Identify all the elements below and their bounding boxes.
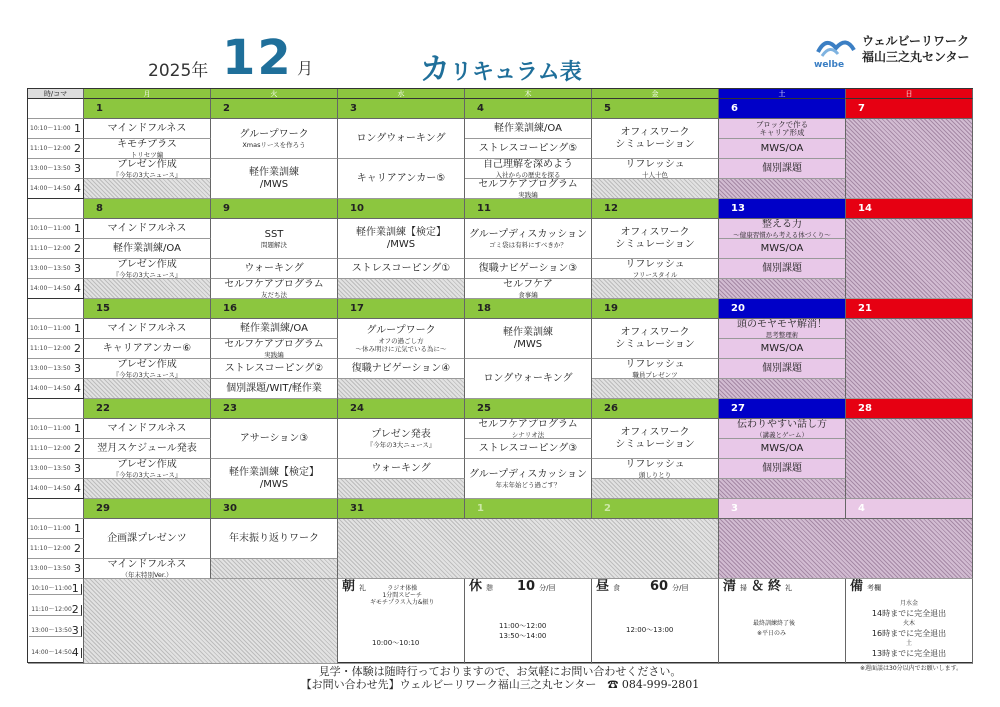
empty-cell xyxy=(84,479,211,499)
date-number: 21 xyxy=(846,299,973,319)
session-cell: グループワーク オフの過ごし方 〜休み明けに元気でいる為に〜 xyxy=(338,319,465,359)
session-cell: リフレッシュ 頭しりとり xyxy=(592,459,719,479)
date-number: 12 xyxy=(592,199,719,219)
session-cell: オフィスワーク シミュレーション xyxy=(592,219,719,259)
session-cell: 頭のモヤモヤ解消！ 思考整理術 xyxy=(719,319,846,339)
session-cell: セルフケアプログラム 実践編 xyxy=(211,339,338,359)
time-slot: 11:10〜12:00 2 xyxy=(28,439,84,459)
col-header-fri: 金 xyxy=(592,89,719,99)
session-cell: オフィスワーク シミュレーション xyxy=(592,419,719,459)
session-cell: 復職ナビゲーション③ xyxy=(465,259,592,279)
time-slot: 11:10〜12:00 2 xyxy=(28,139,84,159)
session-cell: MWS/OA xyxy=(719,439,846,459)
session-cell: プレゼン作成 『今年の3大ニュース』 xyxy=(84,359,211,379)
date-number: 22 xyxy=(84,399,211,419)
time-slot: 13:00〜13:50 3 xyxy=(28,359,84,379)
date-number: 28 xyxy=(846,399,973,419)
session-cell: 軽作業訓練/OA xyxy=(465,119,592,139)
info-biko: 備 考欄 月水金 14時までに完全退出 火木 16時までに完全退出 土 13時までに完全退出 xyxy=(846,579,973,664)
session-cell: 年末振り返りワーク xyxy=(211,519,338,559)
date-number: 14 xyxy=(846,199,973,219)
col-header-tue: 火 xyxy=(211,89,338,99)
session-cell: ロングウォーキング xyxy=(465,359,592,399)
footnote: ※週面談は30分以内でお願いします。 xyxy=(860,665,963,672)
empty-cell xyxy=(84,179,211,199)
date-number: 15 xyxy=(84,299,211,319)
date-number: 1 xyxy=(465,499,592,519)
empty-cell xyxy=(846,319,973,399)
date-number: 8 xyxy=(84,199,211,219)
session-cell: ウォーキング xyxy=(338,459,465,479)
info-chushoku: 昼 食 60 分/回 12:00〜13:00 xyxy=(592,579,719,664)
empty-cell xyxy=(719,519,973,579)
session-cell: ストレスコーピング② xyxy=(211,359,338,379)
date-number: 10 xyxy=(338,199,465,219)
session-cell: 軽作業訓練【検定】 /MWS xyxy=(211,459,338,499)
empty-cell xyxy=(846,119,973,199)
session-cell: 軽作業訓練 /MWS xyxy=(465,319,592,359)
session-cell: 復職ナビゲーション④ xyxy=(338,359,465,379)
date-number: 1 xyxy=(84,99,211,119)
date-number: 19 xyxy=(592,299,719,319)
logo-text: welbe xyxy=(814,60,845,70)
empty-cell xyxy=(592,179,719,199)
date-number: 3 xyxy=(338,99,465,119)
session-cell: SST 問題解決 xyxy=(211,219,338,259)
session-cell: 企画課プレゼンツ xyxy=(84,519,211,559)
empty-cell xyxy=(846,419,973,499)
empty-cell xyxy=(338,479,465,499)
date-number: 13 xyxy=(719,199,846,219)
info-seiso: 清 掃 ＆ 終 礼 最終訓練終了後 ※平日のみ xyxy=(719,579,846,664)
col-header-time: 時/コマ xyxy=(28,89,84,99)
time-slot: 11:10〜12:00 2 xyxy=(28,339,84,359)
session-cell: 整える力 〜健康習慣から考える体づくり〜 xyxy=(719,219,846,239)
date-number: 16 xyxy=(211,299,338,319)
month-suffix: 月 xyxy=(297,59,314,78)
time-slot: 11:10〜12:00 2 xyxy=(28,239,84,259)
session-cell: 自己理解を深めよう 入社からの歴史を探る xyxy=(465,159,592,179)
session-cell: リフレッシュ 職員プレゼンツ xyxy=(592,359,719,379)
session-cell: キモチプラス トリセツ編 xyxy=(84,139,211,159)
session-cell: ブロックで作る キャリア形成 xyxy=(719,119,846,139)
session-cell: 軽作業訓練【検定】 /MWS xyxy=(338,219,465,259)
time-slot: 10:10〜11:00 1 xyxy=(28,519,84,539)
date-number: 4 xyxy=(846,499,973,519)
time-spacer xyxy=(28,299,84,319)
date-number: 30 xyxy=(211,499,338,519)
session-cell: グループディスカッション ゴミ袋は有料にすべきか？ xyxy=(465,219,592,259)
date-number: 20 xyxy=(719,299,846,319)
session-cell: MWS/OA xyxy=(719,339,846,359)
footer xyxy=(0,665,1000,691)
session-cell: 個別課題 xyxy=(719,459,846,479)
session-cell: 翌月スケジュール発表 xyxy=(84,439,211,459)
session-cell: マインドフルネス （年末特別Ver.） xyxy=(84,559,211,579)
session-cell: 個別課題 xyxy=(719,359,846,379)
session-cell: 個別課題/WIT/軽作業 xyxy=(211,379,338,399)
session-cell: リフレッシュ フリースタイル xyxy=(592,259,719,279)
date-number: 26 xyxy=(592,399,719,419)
page-title: カリキュラム表 xyxy=(420,52,582,87)
session-cell: セルフケアプログラム 友だち法 xyxy=(211,279,338,299)
col-header-wed: 水 xyxy=(338,89,465,99)
time-slot-group: 10:10〜11:00 1 11:10〜12:00 2 13:00〜13:50 3 14:00〜14:50 4 xyxy=(28,579,84,664)
time-slot: 10:10〜11:00 1 xyxy=(28,219,84,239)
date-number: 2 xyxy=(592,499,719,519)
session-cell: 軽作業訓練 /MWS xyxy=(211,159,338,199)
session-cell: アサーション③ xyxy=(211,419,338,459)
session-cell: オフィスワーク シミュレーション xyxy=(592,119,719,159)
session-cell: リフレッシュ 十人十色 xyxy=(592,159,719,179)
date-number: 6 xyxy=(719,99,846,119)
date-number: 2 xyxy=(211,99,338,119)
info-chorei: 朝 礼 ラジオ体操 1分間スピーチ ギモチプラス入力&振り 10:00〜10:10 xyxy=(338,579,465,664)
date-number: 17 xyxy=(338,299,465,319)
time-slot: 13:00〜13:50 3 xyxy=(28,459,84,479)
time-spacer xyxy=(28,499,84,519)
time-slot: 11:10〜12:00 2 xyxy=(28,539,84,559)
time-slot: 14:00〜14:50 4 xyxy=(28,379,84,399)
session-cell: ストレスコーピング③ xyxy=(465,439,592,459)
empty-cell xyxy=(719,279,846,299)
date-number: 24 xyxy=(338,399,465,419)
session-cell: マインドフルネス xyxy=(84,419,211,439)
session-cell: マインドフルネス xyxy=(84,319,211,339)
session-cell: オフィスワーク シミュレーション xyxy=(592,319,719,359)
empty-cell xyxy=(338,379,465,399)
session-cell: プレゼン作成 『今年の3大ニュース』 xyxy=(84,159,211,179)
empty-cell xyxy=(846,219,973,299)
time-slot: 10:10〜11:00 1 xyxy=(28,319,84,339)
empty-cell xyxy=(719,179,846,199)
session-cell: プレゼン発表 『今年の3大ニュース』 xyxy=(338,419,465,459)
time-slot: 13:00〜13:50 3 xyxy=(28,559,84,579)
empty-cell xyxy=(592,479,719,499)
time-spacer xyxy=(28,199,84,219)
empty-cell xyxy=(84,579,338,664)
page-header xyxy=(0,0,1000,88)
session-cell: ロングウォーキング xyxy=(338,119,465,159)
phone-icon: ☎ xyxy=(607,678,619,691)
time-slot: 13:00〜13:50 3 xyxy=(28,259,84,279)
col-header-sun: 日 xyxy=(846,89,973,99)
empty-cell xyxy=(592,379,719,399)
empty-cell xyxy=(592,279,719,299)
empty-cell xyxy=(338,279,465,299)
date-number: 7 xyxy=(846,99,973,119)
session-cell: 個別課題 xyxy=(719,259,846,279)
empty-cell xyxy=(211,559,338,579)
time-slot: 14:00〜14:50 4 xyxy=(28,179,84,199)
session-cell: キャリアアンカー⑤ xyxy=(338,159,465,199)
time-slot: 14:00〜14:50 4 xyxy=(28,479,84,499)
phone-number: 084-999-2801 xyxy=(621,678,700,691)
empty-cell xyxy=(719,479,846,499)
session-cell: プレゼン作成 『今年の3大ニュース』 xyxy=(84,459,211,479)
welbe-logo-icon xyxy=(816,30,856,64)
col-header-sat: 土 xyxy=(719,89,846,99)
session-cell: 軽作業訓練/OA xyxy=(84,239,211,259)
date-number: 31 xyxy=(338,499,465,519)
time-slot: 10:10〜11:00 1 xyxy=(28,419,84,439)
session-cell: 個別課題 xyxy=(719,159,846,179)
footer-line1: 見学・体験は随時行っておりますので、お気軽にお問い合わせください。 xyxy=(318,665,682,678)
session-cell: MWS/OA xyxy=(719,239,846,259)
time-spacer xyxy=(28,99,84,119)
info-kyukei: 休 憩 10 分/回 11:00〜12:00 13:50〜14:00 xyxy=(465,579,592,664)
col-header-mon: 月 xyxy=(84,89,211,99)
session-cell: グループワーク Xmasリースを作ろう xyxy=(211,119,338,159)
date-number: 27 xyxy=(719,399,846,419)
date-number: 29 xyxy=(84,499,211,519)
company-name: ウェルビーリワーク 福山三之丸センター xyxy=(862,34,970,64)
date-number: 25 xyxy=(465,399,592,419)
session-cell: ウォーキング xyxy=(211,259,338,279)
curriculum-table xyxy=(27,88,973,663)
session-cell: セルフケア 食事編 xyxy=(465,279,592,299)
empty-cell xyxy=(719,379,846,399)
session-cell: グループディスカッション 年末年始どう過ごす？ xyxy=(465,459,592,499)
session-cell: 伝わりやすい話し方 （講義とゲーム） xyxy=(719,419,846,439)
empty-cell xyxy=(338,519,719,579)
date-number: 23 xyxy=(211,399,338,419)
time-slot: 10:10〜11:00 1 xyxy=(28,119,84,139)
session-cell: キャリアアンカー⑥ xyxy=(84,339,211,359)
time-spacer xyxy=(28,399,84,419)
session-cell: MWS/OA xyxy=(719,139,846,159)
empty-cell xyxy=(84,279,211,299)
date-number: 11 xyxy=(465,199,592,219)
year: 2025年 xyxy=(148,61,209,81)
session-cell: ストレスコーピング⑤ xyxy=(465,139,592,159)
empty-cell xyxy=(84,379,211,399)
session-cell: セルフケアプログラム シナリオ法 xyxy=(465,419,592,439)
date-number: 3 xyxy=(719,499,846,519)
session-cell: セルフケアプログラム 実践編 xyxy=(465,179,592,199)
session-cell: プレゼン作成 『今年の3大ニュース』 xyxy=(84,259,211,279)
date-number: 5 xyxy=(592,99,719,119)
footer-line2: 【お問い合わせ先】ウェルビーリワーク福山三之丸センター ☎ 084-999-2801 xyxy=(300,678,700,691)
session-cell: マインドフルネス xyxy=(84,219,211,239)
date-number: 9 xyxy=(211,199,338,219)
session-cell: 軽作業訓練/OA xyxy=(211,319,338,339)
month-number: 12 xyxy=(222,30,293,86)
date-number: 4 xyxy=(465,99,592,119)
time-slot: 13:00〜13:50 3 xyxy=(28,159,84,179)
date-number: 18 xyxy=(465,299,592,319)
time-slot: 14:00〜14:50 4 xyxy=(28,279,84,299)
col-header-thu: 木 xyxy=(465,89,592,99)
session-cell: ストレスコーピング① xyxy=(338,259,465,279)
session-cell: マインドフルネス xyxy=(84,119,211,139)
